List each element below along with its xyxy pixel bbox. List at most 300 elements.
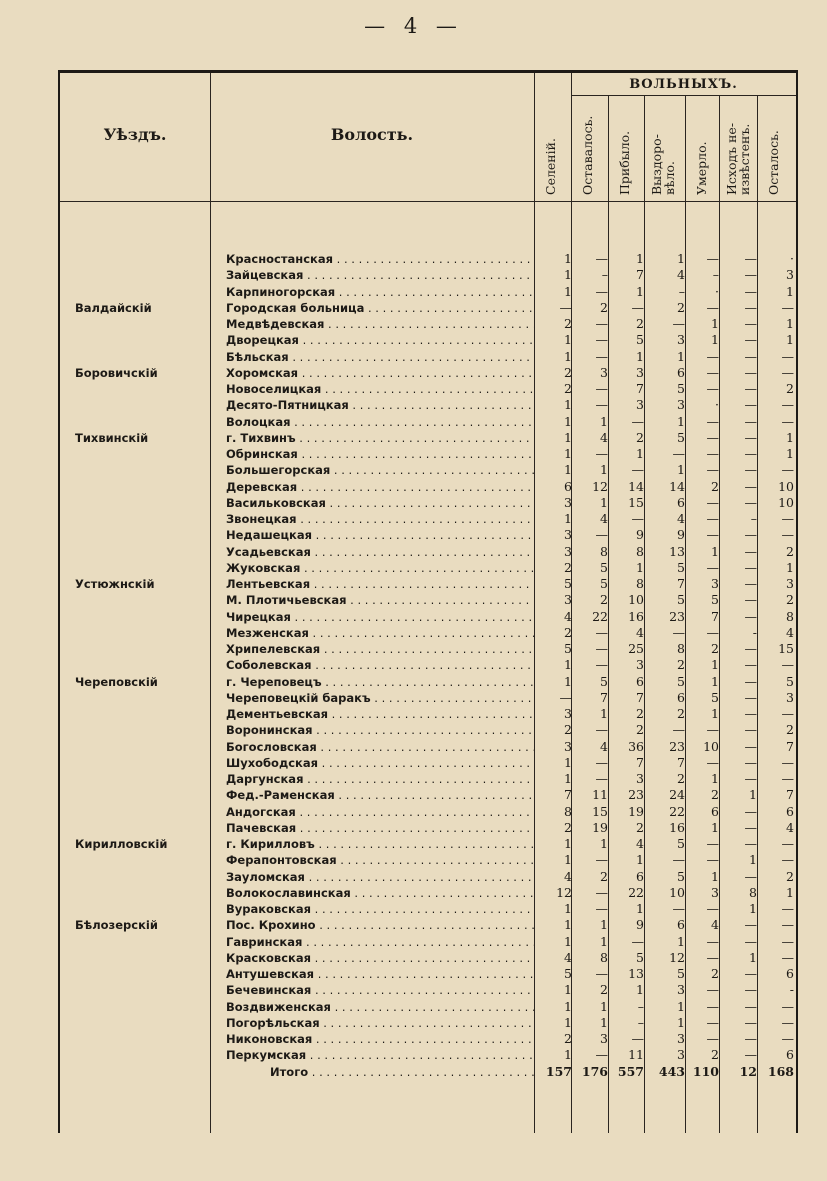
cell-value: — (595, 397, 608, 413)
cell-value: — (706, 511, 719, 526)
cell-value: — (781, 852, 794, 868)
cell-value: 3 (600, 364, 608, 380)
cell-value: — (744, 397, 757, 413)
uezd-name: Череповскій (75, 674, 158, 689)
cell-value: — (706, 624, 719, 640)
cell-value: — (781, 511, 794, 526)
cell-value: — (706, 348, 719, 364)
table-row (60, 1047, 796, 1063)
volost-name: Хрипелевская . . . (226, 641, 534, 657)
cell-value: 5 (677, 868, 685, 884)
cell-value: — (781, 462, 794, 478)
cell-value: 25 (628, 641, 644, 656)
volost-name: Бѣльская . . . (226, 349, 534, 365)
cell-value: — (595, 283, 608, 299)
cell-value: — (744, 251, 757, 266)
table-row (60, 495, 796, 511)
cell-value: — (744, 283, 757, 299)
cell-value: — (744, 998, 757, 1014)
table-row (60, 300, 796, 316)
cell-value: 15 (628, 494, 644, 510)
cell-value: 7 (564, 787, 572, 803)
table-row (60, 852, 796, 868)
cell-value: 2 (711, 641, 719, 656)
cell-value: 2 (636, 316, 644, 331)
cell-value: — (781, 299, 794, 315)
volost-name: Новоселицкая . . . (226, 381, 534, 397)
cell-value: — (706, 836, 719, 851)
cell-value: 1 (711, 673, 719, 689)
cell-value: 4 (786, 624, 794, 640)
cell-value: 8 (636, 576, 644, 591)
cell-value: — (744, 933, 757, 949)
cell-value: — (781, 657, 794, 673)
cell-value: 1 (564, 982, 572, 998)
header-pribylo: Прибыло. (617, 130, 632, 195)
cell-value: — (781, 1031, 794, 1046)
cell-value: 2 (564, 722, 572, 738)
cell-value: 7 (636, 689, 644, 705)
total-value: 443 (658, 1063, 685, 1079)
cell-value: 1 (711, 706, 719, 721)
table-row (60, 284, 796, 300)
cell-value: 2 (711, 1047, 719, 1063)
cell-value: — (631, 299, 644, 315)
cell-value: 7 (786, 738, 794, 754)
cell-value: — (744, 868, 757, 884)
cell-value: — (744, 364, 757, 380)
cell-value: 8 (677, 641, 685, 656)
cell-value: 36 (628, 738, 644, 754)
volost-name: Вураковская . . . (226, 901, 534, 917)
cell-value: 1 (786, 429, 794, 445)
cell-value: 1 (749, 852, 757, 868)
cell-value: — (744, 738, 757, 754)
cell-value: 7 (677, 754, 685, 770)
cell-value: 7 (600, 689, 608, 705)
cell-value: — (706, 446, 719, 461)
cell-value: 3 (677, 982, 685, 998)
cell-value: — (744, 316, 757, 331)
table-row (60, 430, 796, 446)
cell-value: — (595, 316, 608, 331)
cell-value: 7 (677, 576, 685, 591)
cell-value: 1 (564, 771, 572, 786)
cell-value: — (744, 966, 757, 981)
cell-value: 1 (711, 819, 719, 835)
uezd-name: Кирилловскій (75, 837, 168, 851)
cell-value: — (595, 966, 608, 981)
cell-value: — (744, 819, 757, 835)
cell-value: · (790, 251, 794, 266)
volost-name: Деревская . . . (226, 479, 534, 495)
volost-name: Воронинская . . . (226, 722, 534, 738)
cell-value: 4 (677, 511, 685, 526)
cell-value: 5 (677, 836, 685, 851)
table-row (60, 544, 796, 560)
cell-value: — (781, 364, 794, 380)
cell-value: 12 (592, 478, 608, 494)
cell-value: — (744, 706, 757, 721)
cell-value: 1 (564, 998, 572, 1014)
cell-value: — (595, 641, 608, 656)
cell-value: — (781, 706, 794, 721)
cell-value: — (781, 901, 794, 916)
cell-value: — (595, 381, 608, 396)
cell-value: 3 (636, 397, 644, 413)
cell-value: — (781, 527, 794, 543)
volost-name: Обринская . . . (226, 446, 534, 462)
cell-value: 8 (636, 543, 644, 559)
cell-value: 22 (592, 608, 608, 624)
cell-value: 19 (628, 803, 644, 819)
table-row (60, 690, 796, 706)
cell-value: — (781, 998, 794, 1014)
total-value: 168 (767, 1063, 794, 1079)
cell-value: — (744, 592, 757, 608)
cell-value: 9 (677, 527, 685, 543)
uezd-name: Валдайскій (75, 300, 152, 315)
header-seleniy: Селеній. (543, 138, 558, 195)
cell-value: 19 (592, 819, 608, 835)
cell-value: 1 (636, 982, 644, 998)
cell-value: 1 (677, 413, 685, 429)
cell-value: 6 (677, 494, 685, 510)
cell-value: 2 (786, 868, 794, 884)
cell-value: 1 (636, 283, 644, 299)
cell-value: 13 (669, 543, 685, 559)
cell-value: 8 (600, 949, 608, 965)
cell-value: 1 (711, 543, 719, 559)
cell-value: 6 (786, 966, 794, 981)
cell-value: — (706, 299, 719, 315)
volost-name: Волоцкая . . . (226, 414, 534, 430)
volost-name: Погорѣльская . . . (226, 1015, 534, 1031)
cell-value: — (744, 689, 757, 705)
cell-value: 6 (677, 364, 685, 380)
cell-value: 1 (564, 332, 572, 348)
cell-value: 1 (564, 836, 572, 851)
cell-value: — (706, 462, 719, 478)
volost-name: Усадьевская . . . (226, 544, 534, 560)
cell-value: 1 (786, 446, 794, 461)
page-number: — 4 — (364, 14, 463, 38)
cell-value: — (706, 754, 719, 770)
cell-value: 3 (786, 689, 794, 705)
cell-value: 7 (786, 787, 794, 803)
cell-value: 2 (600, 868, 608, 884)
cell-value: 5 (711, 592, 719, 608)
table-row (60, 999, 796, 1015)
cell-value: 2 (711, 787, 719, 803)
cell-value: — (744, 381, 757, 396)
header-iskhod: Исходъ не- извѣстенъ. (724, 122, 752, 195)
cell-value: 2 (711, 478, 719, 494)
volost-name: Васильковская . . . (226, 495, 534, 511)
cell-value: 5 (564, 641, 572, 656)
cell-value: — (706, 949, 719, 965)
total-value: 157 (545, 1063, 572, 1079)
volost-name: г. Кирилловъ . . . (226, 836, 534, 852)
volost-name: Зайцевская . . . (226, 267, 534, 283)
cell-value: 8 (564, 803, 572, 819)
cell-value: — (744, 543, 757, 559)
cell-value: — (744, 657, 757, 673)
cell-value: — (744, 836, 757, 851)
cell-value: 2 (677, 657, 685, 673)
cell-value: — (595, 332, 608, 348)
table-row (60, 1015, 796, 1031)
table-row (60, 511, 796, 527)
volost-name: г. Тихвинъ . . . (226, 430, 534, 446)
cell-value: — (672, 901, 685, 916)
table-row (60, 950, 796, 966)
cell-value: — (744, 413, 757, 429)
cell-value: — (595, 771, 608, 786)
cell-value: – (750, 511, 757, 526)
cell-value: 1 (564, 267, 572, 283)
table-row (60, 592, 796, 608)
cell-value: 4 (786, 819, 794, 835)
table-row (60, 901, 796, 917)
total-value: 110 (692, 1063, 719, 1079)
cell-value: 4 (711, 917, 719, 933)
cell-value: 3 (786, 267, 794, 283)
cell-value: 2 (600, 299, 608, 315)
cell-value: 2 (677, 706, 685, 721)
volost-name: Ферапонтовская . . . (226, 852, 534, 868)
table-row (60, 332, 796, 348)
cell-value: 10 (628, 592, 644, 608)
cell-value: 22 (628, 884, 644, 900)
cell-value: 2 (564, 364, 572, 380)
cell-value: — (706, 413, 719, 429)
cell-value: 1 (711, 868, 719, 884)
cell-value: — (672, 624, 685, 640)
cell-value: 3 (711, 884, 719, 900)
cell-value: · (715, 283, 719, 299)
cell-value: 6 (786, 1047, 794, 1063)
cell-value: 6 (636, 673, 644, 689)
cell-value: 5 (636, 332, 644, 348)
cell-value: 2 (564, 1031, 572, 1046)
volost-name: Мезженская . . . (226, 625, 534, 641)
cell-value: 5 (564, 576, 572, 591)
cell-value: — (595, 657, 608, 673)
cell-value: 3 (677, 1047, 685, 1063)
table-row (60, 657, 796, 673)
cell-value: 1 (564, 673, 572, 689)
cell-value: 9 (636, 527, 644, 543)
volost-name: Зауломская . . . (226, 869, 534, 885)
group-divider (571, 95, 796, 96)
cell-value: 1 (677, 1014, 685, 1030)
volost-name: Никоновская . . . (226, 1031, 534, 1047)
cell-value: — (706, 381, 719, 396)
cell-value: — (781, 754, 794, 770)
cell-value: 3 (677, 397, 685, 413)
cell-value: - (752, 624, 757, 640)
cell-value: 1 (600, 494, 608, 510)
cell-value: 4 (600, 738, 608, 754)
cell-value: 12 (556, 884, 572, 900)
cell-value: — (744, 462, 757, 478)
cell-value: — (706, 429, 719, 445)
cell-value: 6 (786, 803, 794, 819)
cell-value: — (744, 494, 757, 510)
volost-name: Соболевская . . . (226, 657, 534, 673)
cell-value: — (744, 722, 757, 738)
cell-value: 6 (677, 689, 685, 705)
cell-value: 1 (564, 657, 572, 673)
cell-value: — (559, 689, 572, 705)
cell-value: — (706, 494, 719, 510)
volost-name: Андогская . . . (226, 804, 534, 820)
cell-value: 2 (600, 592, 608, 608)
cell-value: 24 (669, 787, 685, 803)
cell-value: — (631, 933, 644, 949)
cell-value: 2 (564, 316, 572, 331)
cell-value: 2 (564, 381, 572, 396)
cell-value: 8 (749, 884, 757, 900)
table-row (60, 820, 796, 836)
cell-value: — (744, 754, 757, 770)
uezd-name: Боровичскій (75, 365, 158, 380)
cell-value: 6 (636, 868, 644, 884)
cell-value: — (595, 251, 608, 266)
cell-value: 1 (636, 901, 644, 916)
cell-value: — (595, 722, 608, 738)
cell-value: 1 (636, 348, 644, 364)
table-row (60, 982, 796, 998)
volost-name: Богословская . . . (226, 739, 534, 755)
cell-value: 1 (786, 332, 794, 348)
cell-value: 1 (786, 283, 794, 299)
cell-value: 1 (564, 511, 572, 526)
cell-value: — (595, 527, 608, 543)
cell-value: 16 (669, 819, 685, 835)
cell-value: 1 (711, 771, 719, 786)
cell-value: 3 (711, 576, 719, 591)
volost-name: Красковская . . . (226, 950, 534, 966)
cell-value: 9 (636, 917, 644, 933)
cell-value: 2 (786, 381, 794, 396)
cell-value: 1 (564, 283, 572, 299)
cell-value: — (706, 852, 719, 868)
table-row (60, 625, 796, 641)
cell-value: 2 (677, 299, 685, 315)
cell-value: 1 (786, 884, 794, 900)
volost-name: М. Плотичьевская . . . (226, 592, 534, 608)
cell-value: 1 (749, 949, 757, 965)
total-value: 176 (581, 1063, 608, 1079)
cell-value: 15 (778, 641, 794, 656)
cell-value: 1 (564, 901, 572, 916)
cell-value: 1 (636, 251, 644, 266)
table-row (60, 576, 796, 592)
cell-value: — (781, 917, 794, 933)
cell-value: 4 (600, 429, 608, 445)
cell-value: — (744, 1047, 757, 1063)
cell-value: 1 (786, 316, 794, 331)
cell-value: 4 (636, 624, 644, 640)
uezd-name: Устюжнскій (75, 577, 155, 591)
volost-name: Медвѣдевская . . . (226, 316, 534, 332)
cell-value: — (595, 348, 608, 364)
cell-value: 1 (564, 413, 572, 429)
cell-value: 1 (564, 933, 572, 949)
cell-value: 2 (636, 429, 644, 445)
cell-value: 5 (677, 966, 685, 981)
header-vyzdorovelo: Выздоро- вѣло. (649, 134, 677, 195)
table-row (60, 917, 796, 933)
cell-value: — (744, 608, 757, 624)
cell-value: — (559, 299, 572, 315)
table-row (60, 397, 796, 413)
volost-name: Гавринская . . . (226, 934, 534, 950)
table-row (60, 706, 796, 722)
table-row (60, 479, 796, 495)
cell-value: — (672, 852, 685, 868)
cell-value: 5 (711, 689, 719, 705)
cell-value: — (631, 413, 644, 429)
cell-value: 2 (564, 819, 572, 835)
cell-value: 3 (636, 771, 644, 786)
cell-value: 2 (786, 722, 794, 738)
cell-value: 4 (564, 949, 572, 965)
cell-value: — (744, 1031, 757, 1046)
cell-value: 1 (564, 251, 572, 266)
cell-value: — (744, 641, 757, 656)
volost-name: Перкумская . . . (226, 1047, 534, 1063)
total-value: 12 (739, 1063, 757, 1079)
cell-value: 4 (677, 267, 685, 283)
cell-value: 1 (677, 251, 685, 266)
cell-value: 3 (564, 527, 572, 543)
table-row (60, 869, 796, 885)
cell-value: 5 (600, 559, 608, 575)
cell-value: 1 (677, 998, 685, 1014)
cell-value: 14 (628, 478, 644, 494)
cell-value: 3 (564, 592, 572, 608)
cell-value: 2 (786, 543, 794, 559)
cell-value: — (744, 299, 757, 315)
cell-value: — (706, 1014, 719, 1030)
cell-value: 10 (778, 478, 794, 494)
table-row (60, 722, 796, 738)
volost-name: Антушевская . . . (226, 966, 534, 982)
cell-value: 23 (669, 608, 685, 624)
header-uezd: Уѣздъ. (103, 125, 167, 144)
cell-value: — (744, 267, 757, 283)
cell-value: 13 (628, 966, 644, 981)
total-value: 557 (617, 1063, 644, 1079)
cell-value: 1 (677, 933, 685, 949)
cell-value: — (595, 754, 608, 770)
cell-value: 5 (677, 673, 685, 689)
cell-value: 1 (600, 933, 608, 949)
cell-value: — (744, 917, 757, 933)
cell-value: 4 (564, 868, 572, 884)
table-row (60, 966, 796, 982)
cell-value: — (595, 446, 608, 461)
cell-value: — (744, 1014, 757, 1030)
cell-value: 6 (564, 478, 572, 494)
cell-value: 1 (600, 836, 608, 851)
total-row (60, 1064, 796, 1080)
cell-value: 3 (564, 494, 572, 510)
cell-value: — (595, 624, 608, 640)
